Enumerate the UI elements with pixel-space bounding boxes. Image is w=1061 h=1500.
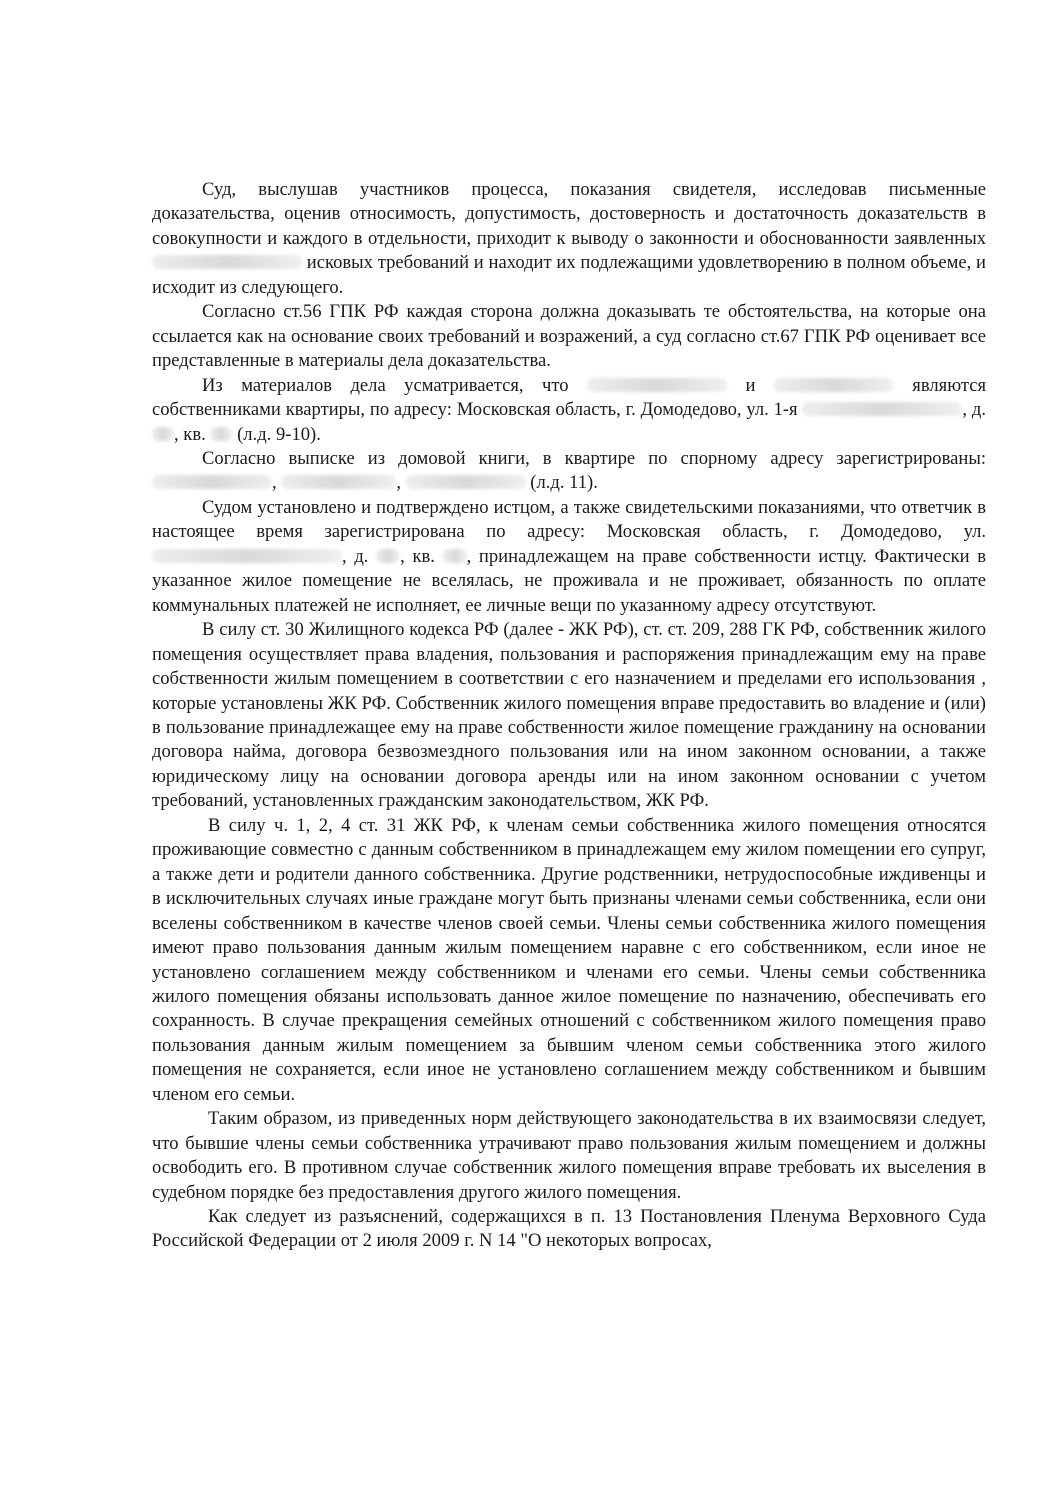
paragraph-housing-code-art31 bbox=[152, 814, 986, 1107]
paragraph-text: Из материалов дела усматривается, что bbox=[202, 374, 569, 396]
paragraph-text: , д. bbox=[342, 545, 369, 567]
paragraph-text: Как следует из разъяснений, содержащихся в п. 13 Постановления Пленума Верховного Суда Российской Федерации от 2 июля 2009 г. N 14 "О некоторых вопросах, bbox=[152, 1206, 986, 1252]
redacted-name bbox=[152, 475, 272, 489]
paragraph-text: , д. bbox=[962, 399, 986, 421]
paragraph-evidence-burden bbox=[152, 300, 986, 373]
paragraph-text: Согласно выписке из домовой книги, в квартире по спорному адресу зарегистрированы: bbox=[202, 447, 986, 469]
redacted-name bbox=[406, 475, 526, 489]
paragraph-text: исковых требований и находит их подлежащими удовлетворению в полном объеме, и исходит из следующего. bbox=[152, 252, 986, 298]
redacted-name bbox=[587, 378, 727, 392]
paragraph-text: , bbox=[396, 472, 401, 494]
redacted-name bbox=[281, 475, 396, 489]
paragraph-text: Таким образом, из приведенных норм действующего законодательства в их взаимосвязи следует, что бывшие члены семьи собственника утрачивают право пользования жилым помещением и должны освободить его. В противном случае собственник жилого помещения вправе требовать их выселения в судебном порядке без предоставления другого жилого помещения. bbox=[152, 1108, 986, 1203]
redacted-name bbox=[152, 255, 302, 269]
paragraph-text: и bbox=[745, 374, 756, 396]
redacted-street bbox=[802, 402, 962, 416]
paragraph-text: Судом установлено и подтверждено истцом, а также свидетельскими показаниями, что ответчик в настоящее время зарегистрирована по адресу: Московская область, г. Домодедово, ул. bbox=[152, 496, 986, 543]
paragraph-text: Суд, выслушав участников процесса, показания свидетеля, исследовав письменные доказательства, оценив относимость, допустимость, достоверность и достаточность доказательств в совокупности и каждого в отдельности, приходит к выводу о законности и обоснованности заявленных bbox=[152, 179, 986, 249]
paragraph-registered-persons bbox=[152, 447, 986, 496]
paragraph-court-conclusion bbox=[152, 178, 986, 300]
paragraph-text: В силу ст. 30 Жилищного кодекса РФ (далее - ЖК РФ), ст. ст. 209, 288 ГК РФ, собственник жилого помещения осуществляет права владения, пользования и распоряжения принадлежащим ему на праве собственности жилым помещением в соответствии с его назначением и пределами его использования , которые установлены ЖК РФ. Собственник жилого помещения вправе предоставить во владение и (или) в пользование принадлежащее ему на праве собственности жилое помещение гражданину на основании договора найма, договора безвозмездного пользования или на ином законном основании, а также юридическому лицу на основании договора аренды или на ином законном основании с учетом требований, установленных гражданским законодательством, ЖК РФ. bbox=[152, 619, 986, 812]
paragraph-text: (л.д. 11). bbox=[530, 472, 598, 494]
paragraph-text: являются собственниками квартиры, по адресу: Московская область, г. Домодедово, ул. 1-я bbox=[152, 374, 987, 421]
paragraph-respondent-registration bbox=[152, 496, 986, 618]
paragraph-text: , кв. bbox=[174, 423, 206, 445]
document-body bbox=[152, 178, 986, 1254]
redacted-flat-number bbox=[210, 427, 232, 441]
redacted-flat-number bbox=[443, 549, 467, 563]
paragraph-text: , bbox=[272, 472, 277, 494]
paragraph-owners bbox=[152, 374, 986, 447]
paragraph-text: В силу ч. 1, 2, 4 ст. 31 ЖК РФ, к членам семьи собственника жилого помещения относятся проживающие совместно с данным собственником в принадлежащем ему жилом помещении его супруг, а также дети и родители данного собственника. Другие родственники, нетрудоспособные иждивенцы и в исключительных случаях иные граждане могут быть признаны членами семьи собственника, если они вселены собственником в качестве членов своей семьи. Члены семьи собственника жилого помещения имеют право пользования данным жилым помещением наравне с его собственником, если иное не установлено соглашением между собственником и членами его семьи. Члены семьи собственника жилого помещения обязаны использовать данное жилое помещение по назначению, обеспечивать его сохранность. В случае прекращения семейных отношений с собственником жилого помещения право пользования данным жилым помещением за бывшим членом семьи собственника этого жилого помещения не сохраняется, если иное не установлено соглашением между собственником и бывшим членом его семьи. bbox=[152, 814, 986, 1105]
paragraph-text: (л.д. 9-10). bbox=[237, 423, 321, 445]
paragraph-housing-code-art30 bbox=[152, 618, 986, 814]
paragraph-plenum-reference bbox=[152, 1205, 986, 1254]
paragraph-conclusion bbox=[152, 1107, 986, 1205]
redacted-house-number bbox=[152, 427, 174, 441]
redacted-house-number bbox=[376, 549, 400, 563]
redacted-name bbox=[774, 378, 894, 392]
redacted-street bbox=[152, 549, 342, 563]
paragraph-text: , принадлежащем на праве собственности истцу. Фактически в указанное жилое помещение не вселялась, не проживала и не проживает, обязанность по оплате коммунальных платежей не исполняет, ее личные вещи по указанному адресу отсутствуют. bbox=[152, 545, 987, 616]
paragraph-text: Согласно ст.56 ГПК РФ каждая сторона должна доказывать те обстоятельства, на которые она ссылается как на основание своих требований и возражений, а суд согласно ст.67 ГПК РФ оценивает все представленные в материалы дела доказательства. bbox=[152, 301, 986, 372]
paragraph-text: , кв. bbox=[400, 545, 435, 567]
